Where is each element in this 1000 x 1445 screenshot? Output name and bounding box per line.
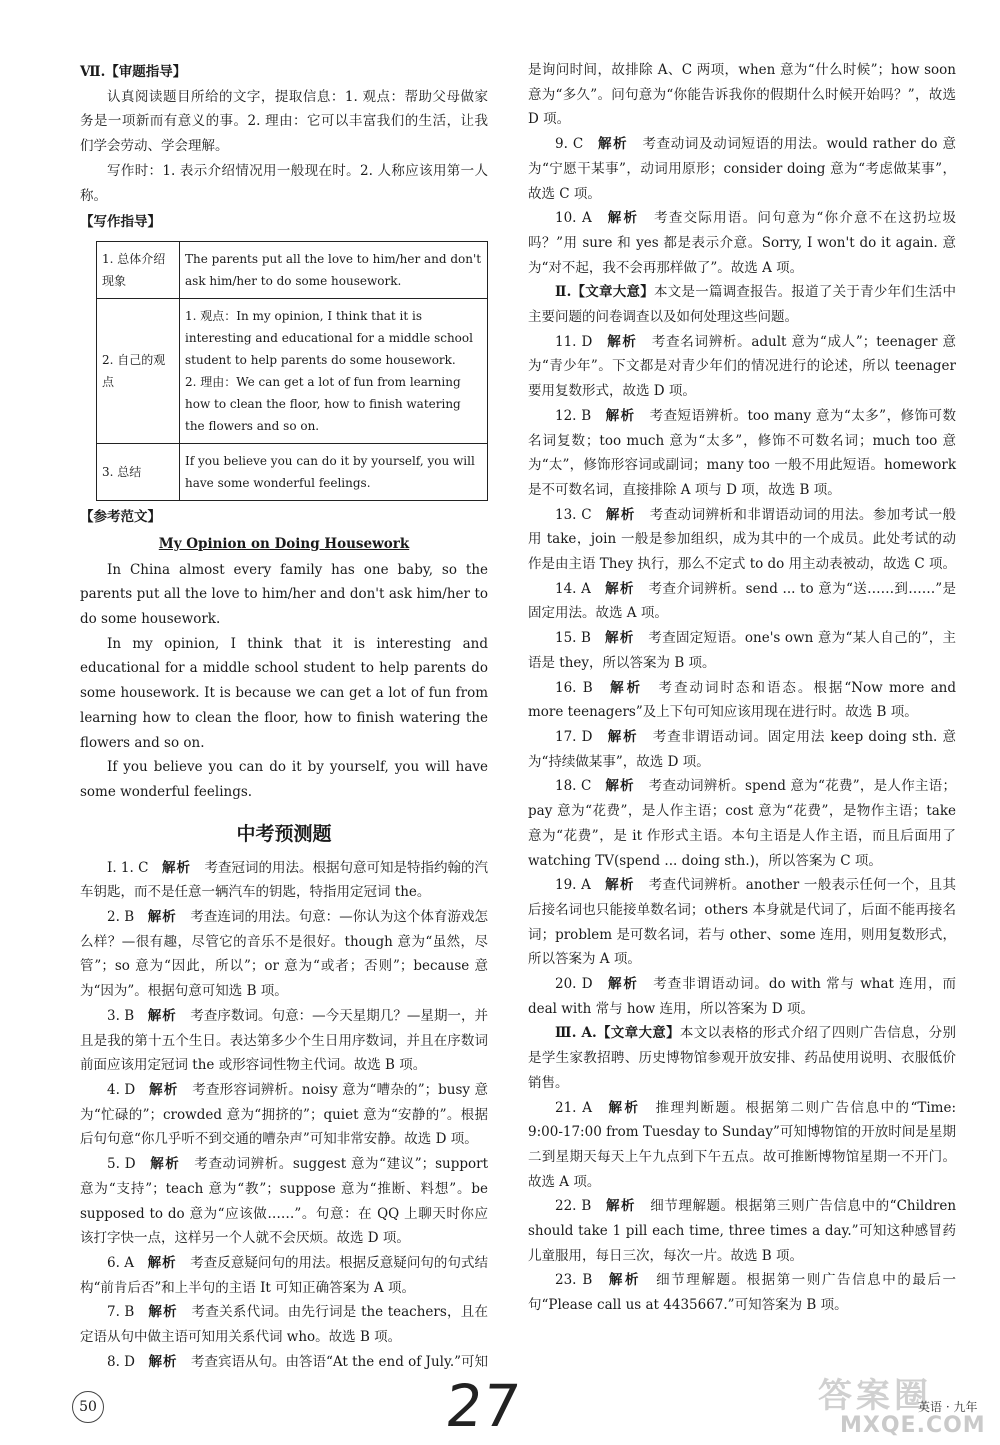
left-column [80, 58, 488, 1374]
answer-number: 20. D [555, 976, 593, 993]
answer-item [528, 330, 956, 404]
article-summary-text: 本文以表格的形式介绍了四则广告信息，分别是学生家教招聘、历史博物馆参观开放安排、药品使用说明、衣服低价销售。 [528, 1025, 957, 1091]
answer-number: 18. C [555, 778, 592, 795]
review-guide-text: 认真阅读题目所给的文字，提取信息：1. 观点：帮助父母做家务是一项新而有意义的事。2. 理由：它可以丰富我们的生活，让我们学会劳动、学会理解。 [80, 88, 488, 155]
answer-number: 6. A [107, 1254, 134, 1271]
answer-text: 考查动词辨析。suggest 意为“建议”；support 意为“支持”；teach 意为“教”；suppose 意为“推断、料想”。be supposed to do 意为“应该做……”。句意：在 QQ 上聊天时你应该打字快一点，这样另一个人就不会厌烦。故选 D 项。 [80, 1156, 489, 1247]
answer-item [528, 725, 956, 774]
analysis-label: 解析 [147, 1254, 177, 1271]
answer-text: 考查短语辨析。too many 意为“太多”，修饰可数名词复数；too much 意为“太多”，修饰不可数名词；much too 意为“太”，修饰形容词或副词；many too 一般不用此短语。homework 是不可数名词，直接排除 A 项与 D 项，故选 B 项。 [528, 407, 956, 498]
analysis-label: 解析 [610, 679, 644, 696]
table-row [97, 443, 488, 500]
answer-text: 考查非谓语动词。do with 常与 what 连用，而 deal with 常与 how 连用，所以答案为 D 项。 [528, 976, 957, 1017]
answer-number: 15. B [555, 630, 591, 647]
table-cell-label: 1. 总体介绍现象 [97, 241, 180, 298]
answer-text: 考查动词辨析和非谓语动词的用法。参加考试一般用 take，join 一般是参加组织，成为其中的一个成员。此处考试的动作是由主语 They 执行，那么不定式 to do 用主动表被动，故选 C 项。 [528, 506, 957, 573]
answer-number: 17. D [555, 728, 593, 745]
analysis-label: 解析 [607, 333, 638, 350]
analysis-label: 解析 [607, 728, 639, 745]
article-summary-label: Ⅱ.【文章大意】 [555, 284, 654, 301]
answer-number: 13. C [555, 506, 592, 523]
analysis-label: 解析 [607, 210, 640, 227]
answer-number: 4. D [107, 1081, 136, 1098]
analysis-label: 解析 [149, 1081, 179, 1098]
answer-item [80, 1350, 488, 1375]
answer-text: 考查交际用语。问句意为“你介意不在这扔垃圾吗？”用 sure 和 yes 都是表示介意。Sorry, I won't do it again. 意为“对不起，我不会再那样做了”。故选 A 项。 [528, 210, 957, 276]
table-cell-label: 3. 总结 [97, 443, 180, 500]
answer-text: 考查非谓语动词。固定用法 keep doing sth. 意为“持续做某事”，故选 D 项。 [528, 728, 957, 770]
answer-number: 5. D [107, 1156, 136, 1173]
watermark-text: 答案圈 [818, 1376, 932, 1416]
analysis-label: 解析 [608, 1272, 642, 1289]
analysis-label: 解析 [605, 1198, 637, 1215]
analysis-label: 解析 [605, 506, 636, 523]
answer-text: 考查关系代词。由先行词是 the teachers，且在定语从句中做主语可知用关系代词 who。故选 B 项。 [80, 1304, 489, 1346]
answer-text: 考查冠词的用法。根据句意可知是特指约翰的汽车钥匙，而不是任意一辆汽车的钥匙，特指用定冠词 the。 [80, 859, 489, 901]
answer-item [80, 1078, 488, 1152]
answer-number: 11. D [555, 333, 593, 350]
answer-item [80, 1004, 488, 1078]
answer-item [80, 1152, 488, 1251]
answer-number: 16. B [555, 679, 593, 696]
answer-continuation: 是询问时间，故排除 A、C 两项，when 意为“什么时候”；how soon 意为“多久”。问句意为“你能告诉我你的假期什么时候开始吗？”，故选 D 项。 [528, 62, 956, 128]
handwritten-page-mark: 27 [442, 1372, 524, 1440]
answer-item [528, 206, 956, 280]
answer-number: Ⅰ. 1. C [107, 859, 149, 876]
review-guide-text: 写作时：1. 表示介绍情况用一般现在时。2. 人称应该用第一人称。 [80, 162, 488, 204]
answer-item [80, 1251, 488, 1300]
answer-number: 12. B [555, 407, 592, 424]
table-cell-content: The parents put all the love to him/her and don't ask him/her to do some housework. [180, 241, 488, 298]
analysis-label: 解析 [608, 1099, 641, 1116]
answer-text: 推理判断题。根据第二则广告信息中的“Time: 9:00-17:00 from Tuesday to Sunday”可知博物馆的开放时间是星期二到星期天每天上午九点到下午五点。故可推断博物馆星期一不开门。故选 A 项。 [528, 1099, 957, 1190]
answer-item [528, 404, 956, 503]
essay-title: My Opinion on Doing Housework [158, 535, 410, 552]
article-summary-label: Ⅲ. A.【文章大意】 [555, 1025, 680, 1042]
answer-item [528, 132, 956, 206]
answer-item [80, 1300, 488, 1349]
analysis-label: 解析 [605, 877, 635, 894]
answer-item [528, 1194, 956, 1268]
answer-item [528, 577, 956, 626]
answer-text: 考查固定短语。one's own 意为“某人自己的”，主语是 they，所以答案为 B 项。 [528, 630, 957, 671]
analysis-label: 解析 [161, 859, 191, 876]
analysis-label: 解析 [605, 778, 635, 795]
table-cell-content: If you believe you can do it by yourself, you will have some wonderful feelings. [180, 443, 488, 500]
analysis-label: 解析 [605, 580, 635, 597]
answer-text: 考查介词辨析。send ... to 意为“送……到……”是固定用法。故选 A 项。 [528, 580, 957, 622]
table-cell-content: 1. 观点：In my opinion, I think that it is interesting and educational for a middle school student to help parents do some housework. 2. 理由：We can get a lot of fun from learning how to clean the floor, how to finish watering the flowers and so on. [180, 298, 488, 443]
table-row [97, 298, 488, 443]
section-title: 中考预测题 [236, 822, 332, 845]
essay-paragraph: In my opinion, I think that it is interesting and educational for a middle school student to help parents do some housework. It is because we can get a lot of fun from learning how to clean the floor, how to finish watering the flowers and so on. [80, 635, 488, 751]
answer-number: 8. D [107, 1353, 135, 1370]
answer-item [528, 626, 956, 675]
analysis-label: 解析 [147, 909, 177, 926]
analysis-label: 解析 [597, 136, 629, 153]
answer-number: 3. B [107, 1007, 135, 1024]
right-column [528, 58, 956, 1318]
essay-paragraph: In China almost every family has one baby, so the parents put all the love to him/her and don't ask him/her to do some housework. [80, 561, 488, 628]
analysis-label: 解析 [148, 1353, 178, 1370]
answer-text: 考查宾语从句。由答语“At the end of July.”可知 [191, 1353, 489, 1370]
table-cell-label: 2. 自己的观点 [97, 298, 180, 443]
answer-text: 考查连词的用法。句意：—你认为这个体育游戏怎么样？—很有趣，尽管它的音乐不是很好。though 意为“虽然，尽管”；so 意为“因此，所以”；or 意为“或者；否则”；because 意为“因为”。根据句意可知选 B 项。 [80, 909, 489, 1000]
answer-text: 考查动词及动词短语的用法。would rather do 意为“宁愿干某事”，动词用原形；consider doing 意为“考虑做某事”，故选 C 项。 [528, 136, 956, 202]
article-summary [528, 1021, 956, 1095]
answer-text: 细节理解题。根据第三则广告信息中的“Children should take 1 pill each time, three times a day.”可知这种感冒药儿童服用，每日三次，每次一片。故选 B 项。 [528, 1198, 957, 1264]
analysis-label: 解析 [607, 976, 639, 993]
answer-number: 9. C [555, 136, 584, 153]
answer-number: 14. A [555, 580, 591, 597]
answer-text: 考查序数词。句意：—今天星期几？—星期一，并且是我的第十五个生日。表达第多少个生日用序数词，并且在序数词前面应该用定冠词 the 或形容词性物主代词。故选 B 项。 [80, 1007, 489, 1074]
answer-text: 考查动词时态和语态。根据“Now more and more teenagers”及上下句可知应该用现在进行时。故选 B 项。 [528, 679, 957, 721]
answer-number: 23. B [555, 1272, 593, 1289]
answer-item [528, 972, 956, 1021]
analysis-label: 解析 [605, 407, 636, 424]
answer-item [528, 503, 956, 577]
answer-item [80, 905, 488, 1004]
essay-paragraph: If you believe you can do it by yourself, you will have some wonderful feelings. [80, 759, 488, 800]
answer-text: 考查代词辨析。another 一般表示任何一个，且其后接名词也只能接单数名词；others 本身就是代词了，后面不能再接名词；problem 是可数名词，若与 other、some 连用，则用复数形式，所以答案为 A 项。 [528, 877, 957, 968]
analysis-label: 解析 [150, 1156, 181, 1173]
answer-text: 考查动词辨析。spend 意为“花费”，是人作主语；pay 意为“花费”，是人作主语；cost 意为“花费”，是物作主语；take 意为“花费”，是 it 作形式主语。本句主语是人作主语，而且后面用了 watching TV(spend ... doing sth.)，所以答案为 C 项。 [528, 778, 956, 869]
watermark-url: MXQE.COM [840, 1413, 986, 1438]
answer-number: 2. B [107, 909, 135, 926]
answer-item [528, 1096, 956, 1195]
answer-number: 21. A [555, 1099, 593, 1116]
article-summary-text: 本文是一篇调查报告。报道了关于青少年们生活中主要问题的问卷调查以及如何处理这些问题。 [528, 284, 957, 326]
writing-guide-table [96, 241, 488, 501]
answer-item [528, 873, 956, 972]
answer-text: 考查形容词辨析。noisy 意为“嘈杂的”；busy 意为“忙碌的”；crowded 意为“拥挤的”；quiet 意为“安静的”。根据后句句意“你几乎听不到交通的嘈杂声”可知非常安静。故选 D 项。 [80, 1081, 489, 1148]
answer-number: 10. A [555, 210, 592, 227]
article-summary [528, 280, 956, 329]
answer-item [528, 1268, 956, 1317]
answer-number: 22. B [555, 1198, 592, 1215]
answer-number: 7. B [107, 1304, 135, 1321]
review-guide-heading: Ⅶ.【审题指导】 [80, 64, 187, 80]
answer-item [528, 774, 956, 873]
footer-subject-label: 英语 · 九年 [918, 1400, 978, 1414]
answer-text: 细节理解题。根据第一则广告信息中的最后一句“Please call us at 4435667.”可知答案为 B 项。 [528, 1272, 957, 1314]
page-number: 50 [72, 1391, 104, 1423]
answer-item [80, 856, 488, 905]
table-row [97, 241, 488, 298]
sample-essay-heading: 【参考范文】 [80, 508, 161, 525]
answer-number: 19. A [555, 877, 591, 894]
answer-text: 考查反意疑问句的用法。根据反意疑问句的句式结构“前肯后否”和上半句的主语 It 可知正确答案为 A 项。 [80, 1254, 489, 1296]
analysis-label: 解析 [147, 1007, 177, 1024]
writing-guide-heading: 【写作指导】 [80, 214, 161, 231]
answer-item [528, 676, 956, 725]
analysis-label: 解析 [148, 1304, 178, 1321]
analysis-label: 解析 [605, 630, 635, 647]
answer-text: 考查名词辨析。adult 意为“成人”；teenager 意为“青少年”。下文都是对青少年们的情况进行的论述，所以 teenager 要用复数形式，故选 D 项。 [528, 333, 957, 400]
